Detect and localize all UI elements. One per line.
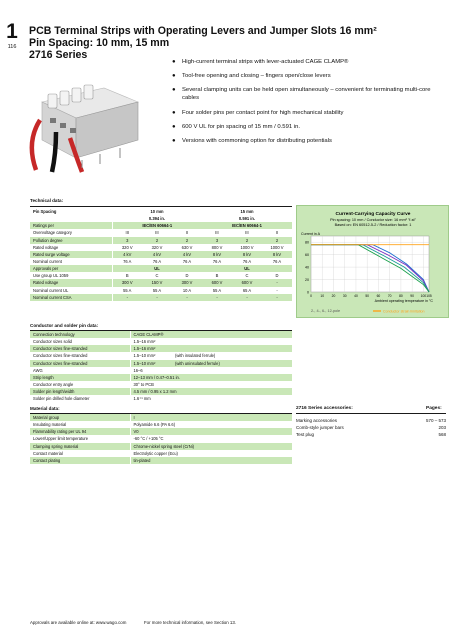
spec-value: 4 kV: [172, 251, 202, 258]
spec-value: 55 A: [142, 287, 172, 294]
spec-value: 600 V: [232, 279, 262, 286]
chart-legend-poles: [311, 309, 340, 313]
spec-label: Approvals per: [30, 265, 112, 272]
spec-value: -: [262, 287, 292, 294]
conductor-label: Connection technology: [30, 331, 130, 338]
spec-row: [30, 265, 292, 272]
feature-item: ● Several clamping units can be held open simultaneously – convenient for terminating multi-core cables: [172, 86, 447, 102]
conductor-data-table: [30, 331, 293, 402]
material-label: Lower/Upper limit temperature: [30, 435, 130, 442]
page-title: [29, 25, 449, 61]
conductor-note: [172, 345, 292, 352]
spec-value: 76 A: [202, 258, 232, 265]
material-value: -60 °C / +105 °C: [130, 435, 292, 442]
conductor-label: Conductor entry angle: [30, 381, 130, 388]
material-value: I: [130, 414, 292, 421]
spec-label: Rated voltage: [30, 279, 112, 286]
conductor-row: [30, 338, 292, 345]
spec-value: C: [232, 272, 262, 279]
spec-value: D: [172, 272, 202, 279]
spec-value: UL: [142, 265, 172, 272]
spec-row: [30, 229, 292, 236]
chart-x-tick-label: 20: [331, 294, 336, 298]
accessories-heading: 2716 Series accessories:: [296, 406, 353, 411]
chart-x-tick-label: 100: [420, 294, 427, 298]
conductor-label: AWG: [30, 367, 130, 374]
material-label: Insulating material: [30, 421, 130, 428]
chart-y-tick-label: 80: [305, 240, 309, 245]
spec-value: 76 A: [172, 258, 202, 265]
chart-x-tick-label: 0: [310, 294, 312, 298]
spec-value: -: [172, 294, 202, 301]
feature-list: [172, 58, 447, 151]
material-row: [30, 421, 292, 428]
material-label: Material group: [30, 414, 130, 421]
conductor-value: 1.5–10 mm²: [130, 352, 172, 359]
feature-item: ● Four solder pins per contact point for high mechanical stability: [172, 109, 447, 117]
conductor-value: 1.5–16 mm²: [130, 338, 172, 345]
spec-row: [30, 258, 292, 265]
chart-x-tick-label: 70: [387, 294, 392, 298]
conductor-label: Conductor sizes fine-stranded: [30, 345, 130, 352]
chart-x-tick-label: 10: [320, 294, 325, 298]
conductor-value: 16–6: [130, 367, 172, 374]
pin-spacing-15mm: 15 mm: [202, 208, 292, 215]
accessory-row: [296, 417, 446, 424]
conductor-note: [172, 374, 292, 381]
conductor-label: Conductor sizes fine-stranded: [30, 360, 130, 367]
spec-value: III: [202, 229, 232, 236]
spec-value: 65 A: [232, 287, 262, 294]
footer-tech-info: For more technical information, see Section 13.: [144, 620, 237, 625]
spec-value: B: [112, 272, 142, 279]
chart-x-tick-label: 60: [376, 294, 381, 298]
material-value: Polyamide 6.6 (PA 6.6): [130, 421, 292, 428]
chart-x-tick-label: 105: [426, 294, 432, 298]
material-row: [30, 414, 292, 421]
spec-value: UL: [232, 265, 262, 272]
spec-row: [30, 279, 292, 286]
title-line-3: 2716 Series: [29, 49, 88, 61]
spec-row: [30, 244, 292, 251]
spec-label: Nominal current CSA: [30, 294, 112, 301]
spec-value: 630 V: [172, 244, 202, 251]
spec-row: [30, 222, 292, 229]
spec-value: 3: [202, 237, 232, 244]
spec-value: 1000 V: [232, 244, 262, 251]
spec-value: II: [262, 229, 292, 236]
accessory-name[interactable]: Marking accessories: [296, 418, 338, 423]
conductor-value: 1.6⁺¹ mm: [130, 395, 172, 402]
chart-subtitle-2: Based on: EN 60512-5-2 / Reduction factor: 1: [334, 223, 412, 227]
spec-value: 800 V: [202, 244, 232, 251]
conductor-note: (with insulated ferrule): [172, 352, 292, 359]
spec-value: 150 V: [142, 279, 172, 286]
chart-y-tick-label: 60: [305, 252, 309, 257]
conductor-row: [30, 381, 292, 388]
technical-data-heading: Technical data:: [30, 198, 64, 203]
spec-value: 1000 V: [262, 244, 292, 251]
conductor-value: 1.5–10 mm²: [130, 360, 172, 367]
conductor-label: Strip length: [30, 374, 130, 381]
conductor-label: Conductor sizes fine-stranded: [30, 352, 130, 359]
spec-value: 2: [142, 237, 172, 244]
accessory-name[interactable]: Comb-style jumper bars: [296, 425, 344, 431]
section-divider: [296, 413, 446, 414]
spec-value: 600 V: [202, 279, 232, 286]
spec-label: Rated voltage: [30, 244, 112, 251]
material-label: Flammability rating per UL 94: [30, 428, 130, 435]
spec-label: Ratings per: [30, 222, 112, 229]
spec-value: 2: [172, 237, 202, 244]
chart-legend-limit: Conductor strain limitation: [383, 309, 425, 314]
spec-value: -: [262, 294, 292, 301]
conductor-note: [172, 381, 292, 388]
conductor-note: (with uninsulated ferrule): [172, 360, 292, 367]
spec-label: Rated surge voltage: [30, 251, 112, 258]
spec-value: 8 kV: [232, 251, 262, 258]
material-label: Contact material: [30, 450, 130, 457]
conductor-row: [30, 395, 292, 402]
spec-value: -: [232, 294, 262, 301]
page-number-tab: [4, 22, 20, 50]
spec-row: [30, 294, 292, 301]
conductor-row: [30, 360, 292, 367]
feature-item: ● 600 V UL for pin spacing of 15 mm / 0.591 in.: [172, 123, 447, 131]
material-row: [30, 457, 292, 464]
spec-value: -: [142, 294, 172, 301]
conductor-row: [30, 352, 292, 359]
pin-spacing-10mm: 10 mm: [112, 208, 202, 215]
accessories-list: [296, 417, 446, 439]
spec-row: [30, 287, 292, 294]
spec-value: 300 V: [172, 279, 202, 286]
spec-value: [172, 265, 202, 272]
chart-title: Current-Carrying Capacity Curve: [335, 212, 411, 217]
spec-value: 55 A: [202, 287, 232, 294]
feature-item: ● Tool-free opening and closing – fingers open/close levers: [172, 72, 447, 80]
material-value: tin-plated: [130, 457, 292, 464]
title-line-2: Pin Spacing: 10 mm, 15 mm: [29, 37, 170, 49]
accessory-pages: 203: [438, 425, 446, 431]
conductor-note: [172, 338, 292, 345]
spec-label: Nominal current: [30, 258, 112, 265]
current-capacity-chart: [296, 205, 449, 318]
spec-value: 8 kV: [202, 251, 232, 258]
chart-y-tick-label: 20: [305, 277, 309, 282]
material-row: [30, 428, 292, 435]
material-data-heading: Material data:: [30, 406, 60, 411]
material-label: Clamping spring material: [30, 443, 130, 450]
legend-poles-text: 2-, 4-, 6-, 12-pole: [311, 309, 341, 313]
conductor-note: [172, 331, 292, 338]
technical-data-table: [30, 208, 292, 301]
spec-label: Nominal current UL: [30, 287, 112, 294]
spec-value: 55 A: [112, 287, 142, 294]
conductor-value: 12–13 mm / 0.47–0.51 in.: [130, 374, 172, 381]
pin-spacing-label: Pin Spacing: [30, 208, 112, 215]
accessory-name[interactable]: Test plug: [296, 432, 315, 438]
material-row: [30, 450, 292, 457]
spec-label: Pollution degree: [30, 237, 112, 244]
conductor-row: [30, 331, 292, 338]
spec-value: [202, 265, 232, 272]
chart-x-tick-label: 50: [365, 294, 370, 298]
product-photo: [30, 80, 148, 172]
material-row: [30, 443, 292, 450]
spec-value: 4 kV: [142, 251, 172, 258]
spec-value: 8 kV: [262, 251, 292, 258]
spec-value: 10 A: [172, 287, 202, 294]
spec-standard: IEC/EN 60664-1: [202, 222, 292, 229]
material-row: [30, 435, 292, 442]
conductor-note: [172, 367, 292, 374]
conductor-data-heading: Conductor and solder pin data:: [30, 323, 99, 328]
chart-y-axis-label: Current in A: [301, 232, 320, 236]
chart-x-axis-label: Ambient operating temperature in °C: [374, 299, 433, 303]
accessory-pages: 568: [438, 432, 446, 438]
spec-value: 300 V: [112, 279, 142, 286]
chart-x-tick-label: 80: [399, 294, 403, 298]
feature-item: ● Versions with commoning option for distributing potentials: [172, 137, 447, 145]
spec-label: Overvoltage category: [30, 229, 112, 236]
spec-value: 320 V: [142, 244, 172, 251]
spec-row: [30, 237, 292, 244]
material-data-table: [30, 414, 292, 464]
accessory-row: [296, 424, 446, 431]
spec-value: C: [142, 272, 172, 279]
spec-value: 3: [112, 237, 142, 244]
spec-value: III: [232, 229, 262, 236]
chart-y-tick-label: 0: [307, 290, 309, 295]
spec-value: D: [262, 272, 292, 279]
spec-value: 76 A: [142, 258, 172, 265]
conductor-label: Conductor sizes solid: [30, 338, 130, 345]
chart-y-tick-label: 40: [305, 265, 309, 270]
conductor-row: [30, 367, 292, 374]
chart-x-tick-label: 90: [410, 294, 414, 298]
chart-x-tick-label: 30: [342, 294, 347, 298]
conductor-note: [172, 388, 292, 395]
page-number: 116: [7, 44, 17, 50]
pin-spacing-15mm-inch: 0.591 in.: [202, 215, 292, 222]
spec-value: III: [142, 229, 172, 236]
spec-value: 4 kV: [112, 251, 142, 258]
spec-value: [112, 265, 142, 272]
spec-value: -: [202, 294, 232, 301]
title-line-1: PCB Terminal Strips with Operating Levers and Jumper Slots 16 mm²: [29, 25, 377, 37]
spec-value: -: [262, 279, 292, 286]
footer-approvals: Approvals are available online at: www.wago.com: [30, 620, 127, 625]
conductor-value: 4.5 mm / 0.95 x 1.2 mm: [130, 388, 172, 395]
spec-standard: IEC/EN 60664-1: [112, 222, 202, 229]
material-value: Electrolytic copper (Ecu): [130, 450, 292, 457]
conductor-row: [30, 388, 292, 395]
accessories-pages-label: Pages:: [426, 406, 442, 411]
spec-value: [262, 265, 292, 272]
conductor-value: 30° to PCB: [130, 381, 172, 388]
section-divider: [30, 206, 292, 207]
conductor-value: CAGE CLAMP®: [130, 331, 172, 338]
material-value: Chrome-nickel spring steel (CrNi): [130, 443, 292, 450]
chart-canvas: [297, 206, 450, 319]
spec-value: B: [202, 272, 232, 279]
conductor-row: [30, 345, 292, 352]
spec-value: 76 A: [232, 258, 262, 265]
conductor-row: [30, 374, 292, 381]
spec-value: 2: [262, 237, 292, 244]
spec-value: III: [112, 229, 142, 236]
material-value: V0: [130, 428, 292, 435]
conductor-value: 1.5–16 mm²: [130, 345, 172, 352]
spec-value: 320 V: [112, 244, 142, 251]
spec-value: 76 A: [112, 258, 142, 265]
spec-row: [30, 272, 292, 279]
material-label: Contact plating: [30, 457, 130, 464]
spec-value: 76 A: [262, 258, 292, 265]
spec-value: -: [112, 294, 142, 301]
spec-value: II: [172, 229, 202, 236]
chart-subtitle-1: Pin spacing: 10 mm / Conductor size: 16 mm² "f-st": [330, 218, 416, 222]
conductor-label: Solder pin length/width: [30, 388, 130, 395]
chart-x-tick-label: 40: [354, 294, 358, 298]
accessory-row: [296, 431, 446, 438]
spec-label: Use group UL 1059: [30, 272, 112, 279]
pin-spacing-10mm-inch: 0.394 in.: [112, 215, 202, 222]
feature-item: ● High-current terminal strips with lever-actuated CAGE CLAMP®: [172, 58, 447, 66]
conductor-note: [172, 395, 292, 402]
spec-value: 2: [232, 237, 262, 244]
chapter-number: 1: [6, 20, 18, 43]
spec-row: [30, 251, 292, 258]
conductor-label: Solder pin drilled hole diameter: [30, 395, 130, 402]
accessory-pages: 570 – 573: [425, 418, 446, 423]
